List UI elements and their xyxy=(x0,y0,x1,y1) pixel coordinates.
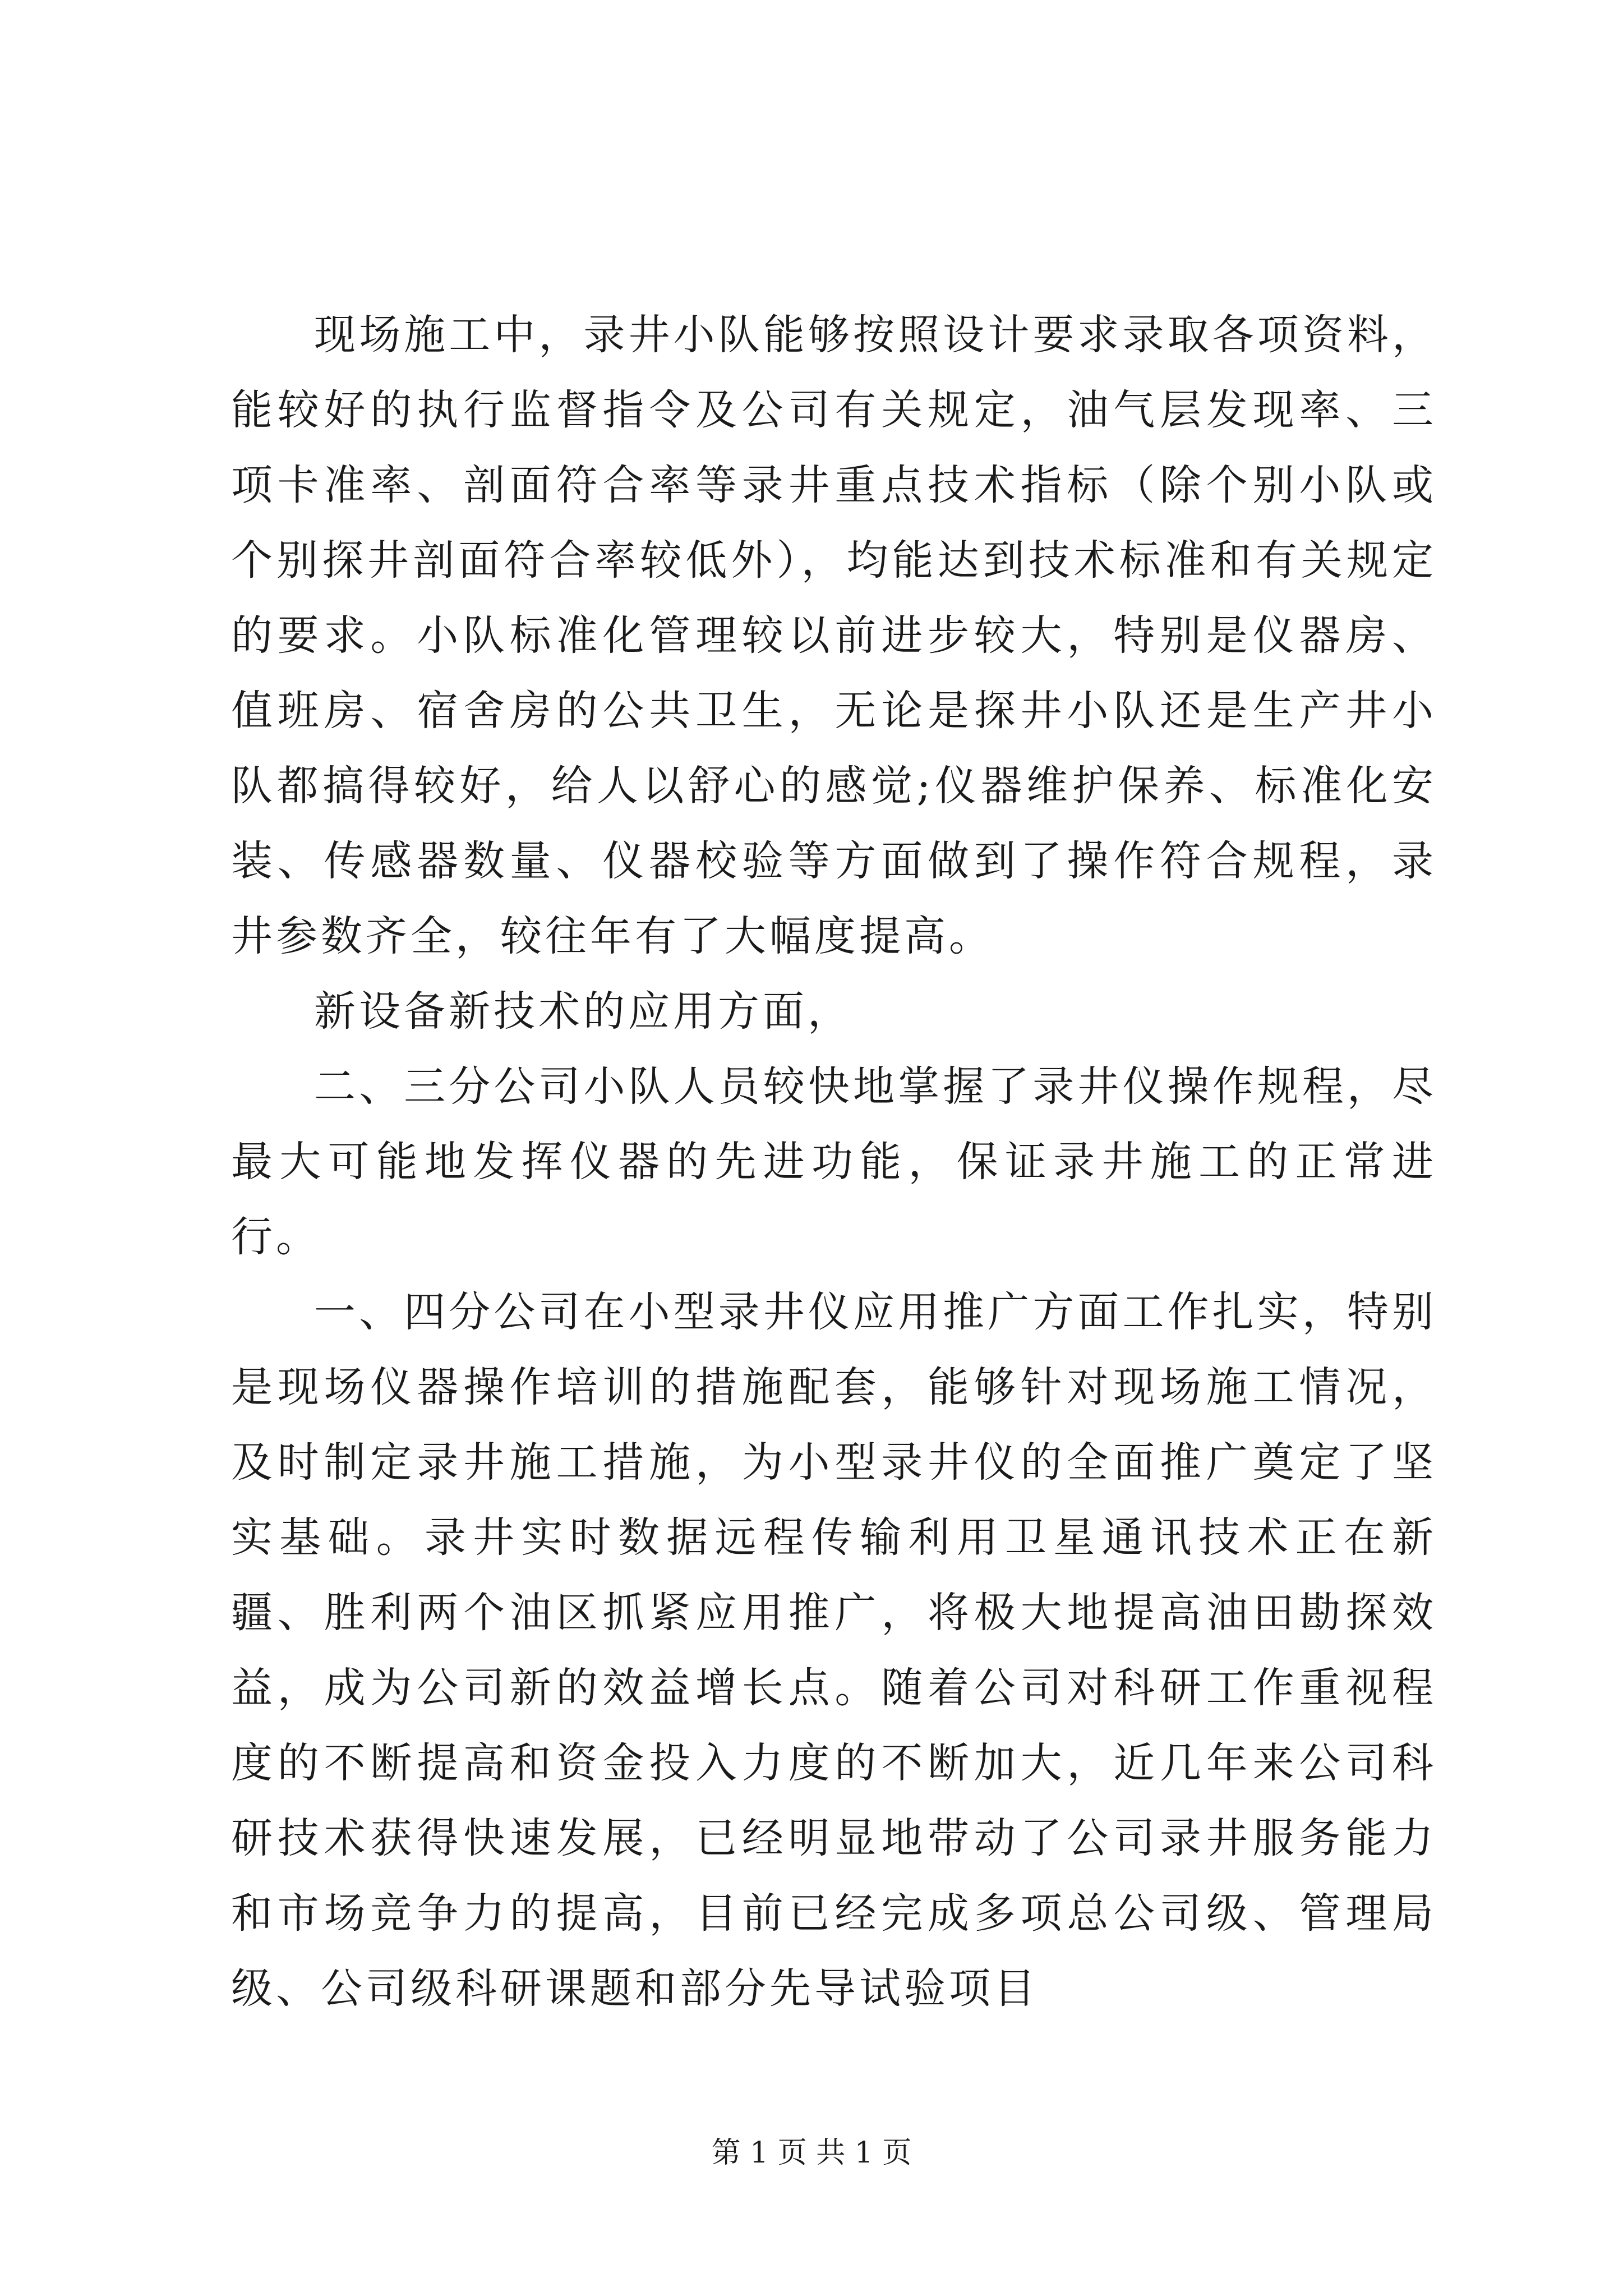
page-footer: 第 1 页 共 1 页 xyxy=(711,2136,912,2170)
document-body xyxy=(231,297,1437,2026)
paragraph-1: 现场施工中，录井小队能够按照设计要求录取各项资料，能较好的执行监督指令及公司有关规定，油气层发现率、三项卡准率、剖面符合率等录井重点技术指标（除个别小队或个别探井剖面符合率较低外），均能达到技术标准和有关规定的要求。小队标准化管理较以前进步较大，特别是仪器房、值班房、宿舍房的公共卫生，无论是探井小队还是生产井小队都搞得较好，给人以舒心的感觉;仪器维护保养、标准化安装、传感器数量、仪器校验等方面做到了操作符合规程，录井参数齐全，较往年有了大幅度提高。 xyxy=(231,311,1437,960)
paragraph-3: 二、三分公司小队人员较快地掌握了录井仪操作规程，尽最大可能地发挥仪器的先进功能，保证录井施工的正常进行。 xyxy=(231,1062,1437,1261)
paragraph-4: 一、四分公司在小型录井仪应用推广方面工作扎实，特别是现场仪器操作培训的措施配套，能够针对现场施工情况，及时制定录井施工措施，为小型录井仪的全面推广奠定了坚实基础。录井实时数据远程传输利用卫星通讯技术正在新疆、胜利两个油区抓紧应用推广，将极大地提高油田勘探效益，成为公司新的效益增长点。随着公司对科研工作重视程度的不断提高和资金投入力度的不断加大，近几年来公司科研技术获得快速发展，已经明显地带动了公司录井服务能力和市场竞争力的提高，目前已经完成多项总公司级、管理局级、公司级科研课题和部分先导试验项目 xyxy=(231,1288,1437,2013)
paragraph-2: 新设备新技术的应用方面， xyxy=(314,987,852,1036)
